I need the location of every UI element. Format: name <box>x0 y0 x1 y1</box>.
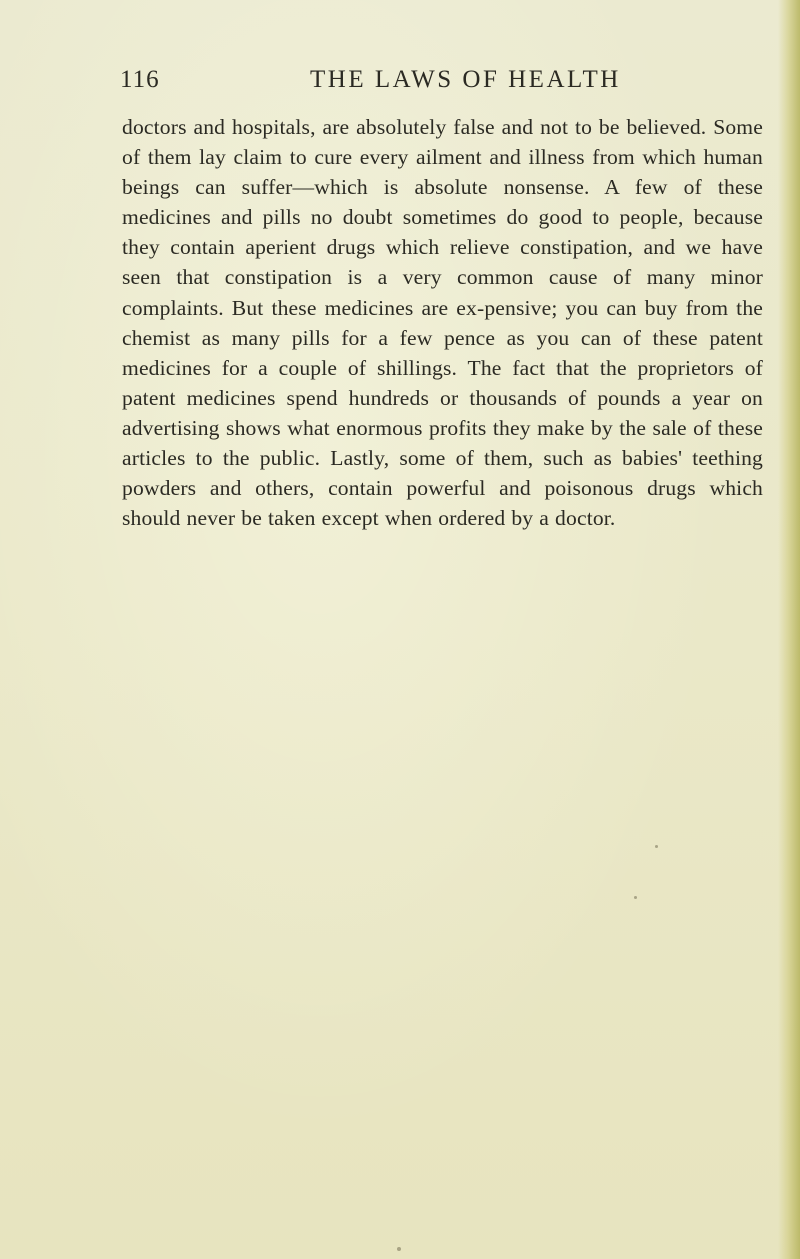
paper-speck <box>634 896 637 899</box>
paper-speck <box>397 1247 401 1251</box>
paper-speck <box>655 845 658 848</box>
page-number: 116 <box>120 66 160 93</box>
page-header <box>120 66 680 102</box>
running-title: THE LAWS OF HEALTH <box>310 66 621 93</box>
page-edge-shadow <box>778 0 800 1259</box>
body-paragraph: doctors and hospitals, are absolutely false and not to be believed. Some of them lay claim to cure every ailment and illness from which human beings can suffer—which is absolute nonsense. A few of these medicines and pills no doubt sometimes do good to people, because they contain aperient drugs which relieve constipation, and we have seen that constipation is a very common cause of many minor complaints. But these medicines are ex-pensive; you can buy from the chemist as many pills for a few pence as you can of these patent medicines for a couple of shillings. The fact that the proprietors of patent medicines spend hundreds or thousands of pounds a year on advertising shows what enormous profits they make by the sale of these articles to the public. Lastly, some of them, such as babies' teething powders and others, contain powerful and poisonous drugs which should never be taken except when ordered by a doctor. <box>122 115 763 531</box>
